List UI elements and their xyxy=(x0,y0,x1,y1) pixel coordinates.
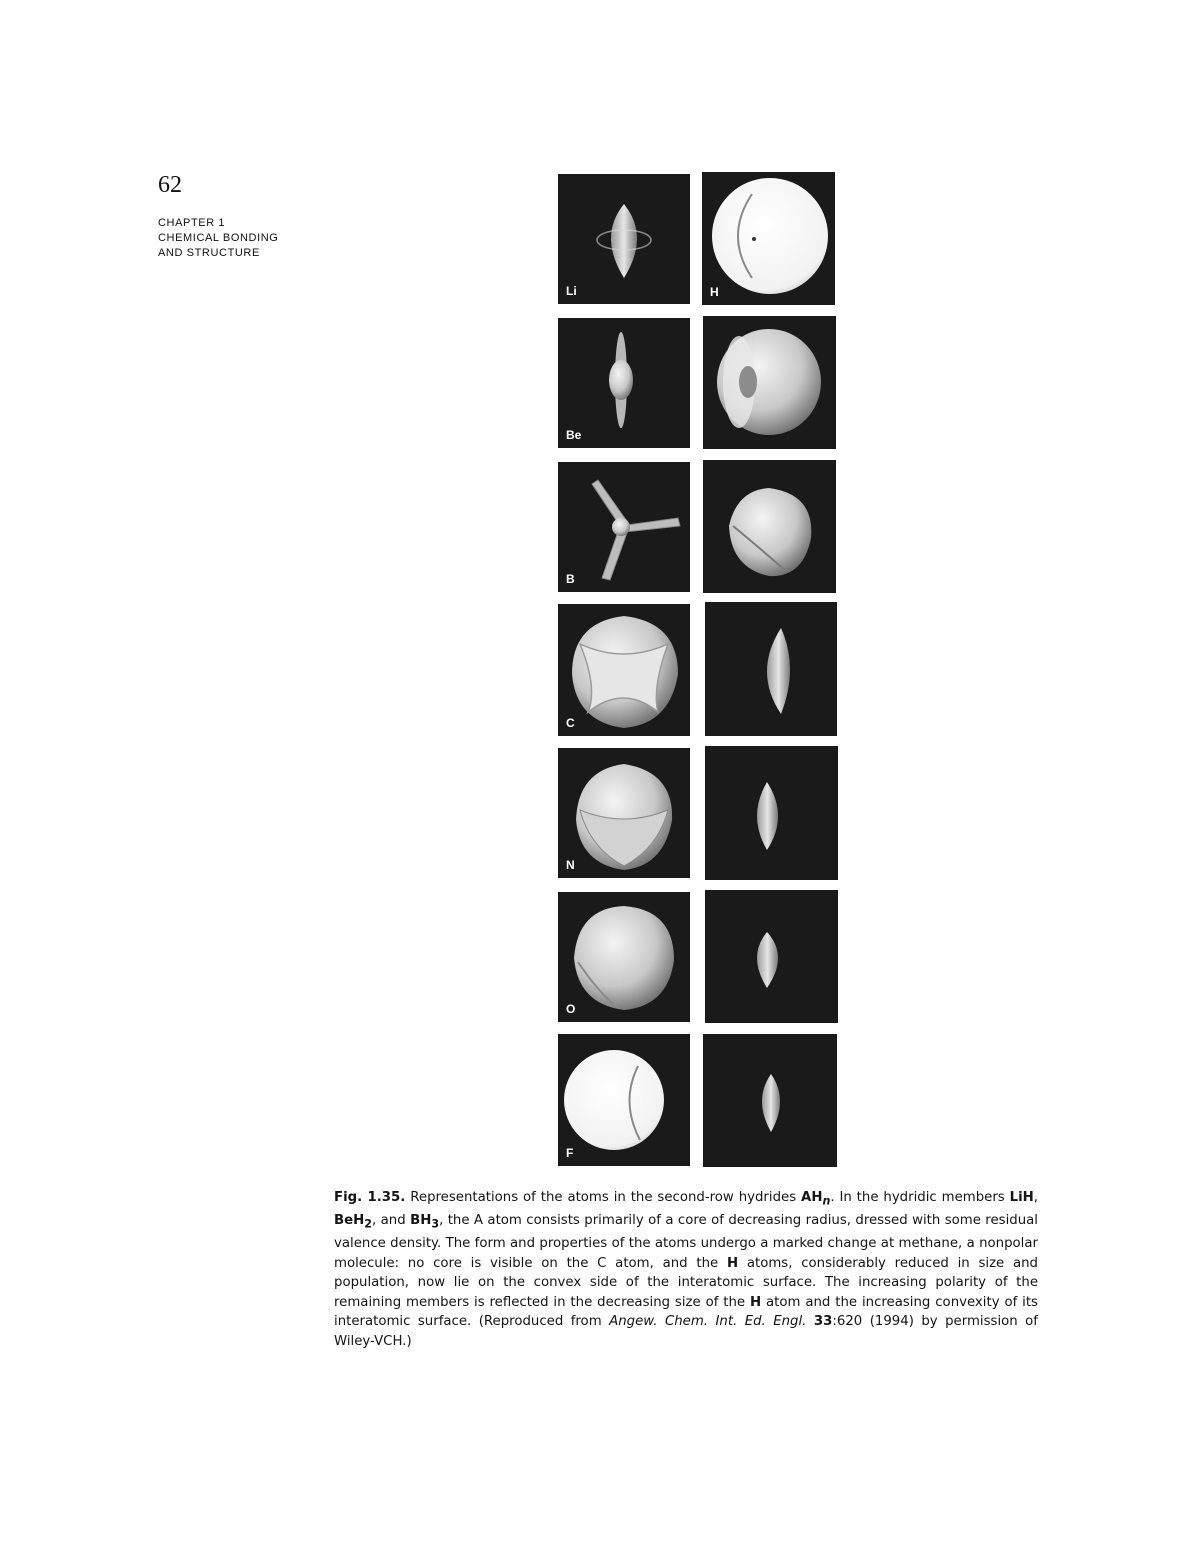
panel-c xyxy=(558,604,690,736)
h-atom-shape-o xyxy=(705,890,838,1023)
h-atom-shape-be xyxy=(703,316,836,449)
panel-h-c xyxy=(705,602,837,736)
caption-ahn: $AH_n$ xyxy=(801,1190,831,1208)
caption-text: atoms, considerably reduced in size and population, now lie on the convex side of the interatomic surface. The increasing polarity of the remaining members is reflected in the decreasing size of the xyxy=(334,1255,1038,1310)
panel-n xyxy=(558,748,690,878)
caption-h: H xyxy=(726,1255,739,1271)
caption-text: , and xyxy=(372,1213,411,1229)
c-label: C xyxy=(566,716,575,730)
f-label: F xyxy=(566,1146,574,1160)
figure-caption xyxy=(334,1188,1038,1351)
caption-text xyxy=(806,1314,813,1329)
caption-lih: LiH xyxy=(1009,1190,1034,1205)
h-atom-shape-c xyxy=(705,602,837,736)
li-atom-shape xyxy=(558,174,690,304)
caption-text: :620 (1994) by permission of Wiley-VCH.) xyxy=(334,1314,1038,1349)
be-label: Be xyxy=(566,428,582,442)
h-atom-shape-li xyxy=(702,172,835,305)
h-label: H xyxy=(710,285,719,299)
li-label: Li xyxy=(566,284,577,298)
caption-text: , xyxy=(1033,1190,1039,1205)
o-label: O xyxy=(566,1002,576,1016)
panel-o xyxy=(558,892,690,1022)
c-atom-shape xyxy=(558,604,690,736)
caption-text: atom and the increasing convexity of its interatomic surface. (Reproduced from xyxy=(334,1294,1038,1330)
panel-h-n xyxy=(705,746,838,880)
caption-beh2: BeH$_2$ xyxy=(334,1213,373,1231)
o-atom-shape xyxy=(558,892,690,1022)
h-atom-shape-f xyxy=(703,1034,837,1167)
panel-h-o xyxy=(705,890,838,1023)
running-head-line-3: AND STRUCTURE xyxy=(158,247,260,259)
caption-volume: 33 xyxy=(813,1314,833,1330)
panel-h-f xyxy=(703,1034,837,1167)
h-atom-shape-n xyxy=(705,746,838,880)
b-atom-shape xyxy=(558,462,690,592)
h-atom-shape-b xyxy=(703,460,836,593)
running-head-line-1: CHAPTER 1 xyxy=(158,217,226,229)
caption-bh3: $BH_3$ xyxy=(410,1213,440,1231)
caption-text: , the A atom consists primarily of a core of decreasing radius, dressed with some residual valence density. The form and properties of the atoms undergo a marked change at methane, a nonpolar molecule: no core is visible on the C atom, and the xyxy=(334,1213,1038,1271)
running-head-line-2: CHEMICAL BONDING xyxy=(158,232,279,244)
caption-h: H xyxy=(750,1294,762,1310)
f-atom-shape xyxy=(558,1034,690,1166)
n-atom-shape xyxy=(558,748,690,878)
caption-text: Representations of the atoms in the second-row hydrides xyxy=(405,1190,802,1205)
page-number: 62 xyxy=(158,172,182,198)
caption-fig-label: Fig. 1.35. xyxy=(334,1190,406,1205)
caption-text: . In the hydridic members xyxy=(830,1190,1010,1205)
panel-li xyxy=(558,174,690,304)
panel-be xyxy=(558,318,690,448)
panel-h-b xyxy=(703,460,836,593)
panel-h-li xyxy=(702,172,835,305)
panel-b xyxy=(558,462,690,592)
panel-f xyxy=(558,1034,690,1166)
panel-h-be xyxy=(703,316,836,449)
n-label: N xyxy=(566,858,575,872)
caption-journal: Angew. Chem. Int. Ed. Engl. xyxy=(609,1314,807,1330)
b-label: B xyxy=(566,572,575,586)
